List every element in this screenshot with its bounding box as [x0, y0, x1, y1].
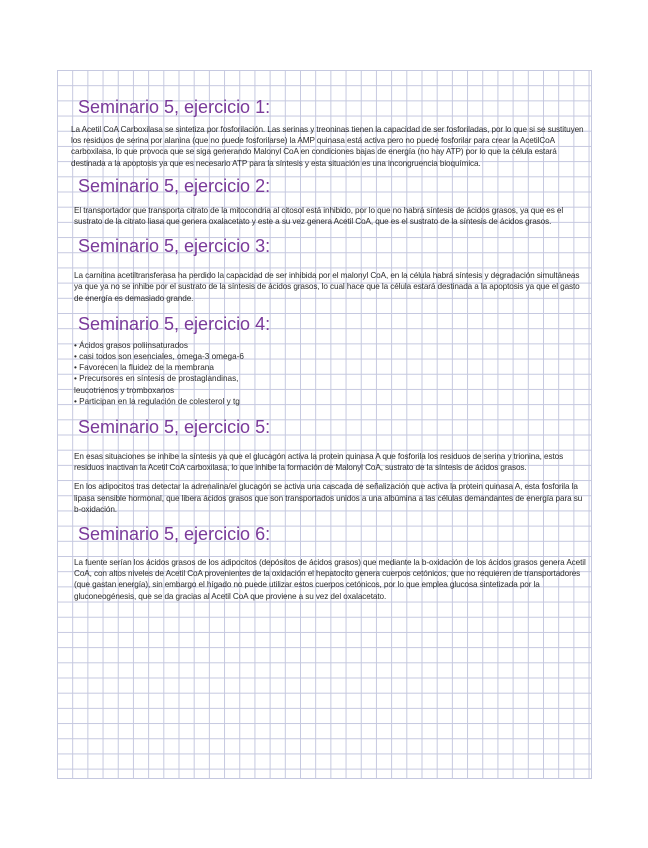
list-item-continuation: leucotrienos y tromboxanos: [74, 385, 175, 395]
section-title: Seminario 5, ejercicio 1:: [78, 97, 271, 117]
section-paragraph: La carnitina acetiltransferasa ha perdido la capacidad de ser inhibida por el malonyl CoA, en la célula habrá síntesis y degradación simultáneas ya que ya no se inhibe por el sustrato de la síntesis de ácidos grasos, lo cual hace que la célula estará destinada a la apoptosis ya que el gasto de energía es demasiado grande.: [74, 271, 580, 303]
document-content: [71, 96, 586, 602]
section-paragraph: En los adipocitos tras detectar la adrenalina/el glucagón se activa una cascada de señalización que activa la protein quinasa A, esta fosforila la lipasa sensible hormonal, que libera ácidos grasos que son transportados unidos a una albúmina a las células demandantes de energía para su b-oxidación.: [74, 482, 583, 514]
list-item: • casi todos son esenciales, omega-3 omega-6: [74, 351, 586, 362]
section-title: Seminario 5, ejercicio 6:: [78, 524, 271, 545]
section-paragraph: La Acetil CoA Carboxilasa se sintetiza por fosforilación. Las serinas y treoninas tienen la capacidad de ser fosforiladas, por lo que si se sustituyen los residuos de serina por alanina (que no puede fosforilarse) la AMP quinasa está activa pero no puede fosforilar para crear la AcetilCoA carboxilasa, lo que provoca que se siga generando Malonyl CoA en condiciones bajas de energía (no hay ATP) por lo que la célula estará destinada a la apoptosis ya que es necesario ATP para la síntesis y esta situación es una incongruencia bioquímica.: [71, 125, 584, 168]
section-ejercicio-5: [74, 416, 586, 515]
section-ejercicio-6: [74, 523, 586, 602]
bullet-list: [74, 340, 586, 407]
section-title: Seminario 5, ejercicio 2:: [78, 175, 271, 196]
section-paragraph: El transportador que transporta citrato de la mitocondria al citosol está inhibido, por lo que no habrá síntesis de ácidos grasos, ya que es el sustrato de la citrato liasa que genera oxalacetato y este a su vez genera Acetil CoA, que es el sustrato de la síntesis de ácidos grasos.: [74, 205, 564, 227]
list-item: • Ácidos grasos poliinsaturados: [74, 340, 586, 351]
section-title: Seminario 5, ejercicio 3:: [78, 236, 271, 257]
list-item: • Favorecen la fluidez de la membrana: [74, 362, 586, 373]
section-ejercicio-3: [74, 235, 586, 304]
section-paragraph: La fuente serían los ácidos grasos de los adipocitos (depósitos de ácidos grasos) que mediante la b-oxidación de los ácidos grasos genera Acetil CoA, con altos niveles de Acetil CoA provenientes de la oxidación el hepatocito genera cuerpos cetónicos, que no requieren de transportadores (que gastan energía), sin embargo el hígado no puede utilizar estos cuerpos cetónicos, por lo que emplea glucosa sintetizada por la gluconeogénesis, que se da gracias al Acetil CoA que proviene a su vez del oxalacetato.: [74, 558, 586, 601]
list-item: • Participan en la regulación de colesterol y tg: [74, 396, 586, 407]
list-item: • Precursores en síntesis de prostaglandinas,: [74, 373, 586, 384]
section-title: Seminario 5, ejercicio 4:: [78, 313, 271, 334]
section-ejercicio-2: [74, 175, 586, 227]
section-ejercicio-4: [74, 313, 586, 407]
section-title: Seminario 5, ejercicio 5:: [78, 417, 271, 438]
section-paragraph: En esas situaciones se inhibe la síntesis ya que el glucagón activa la protein quinasa A que fosforila los residuos de serina y trionina, estos residuos inactivan la Acetil CoA carboxilasa, lo que inhibe la formación de Malonyl CoA, sustrato de la síntesis de ácidos grasos.: [74, 452, 564, 473]
section-ejercicio-1: [71, 96, 586, 169]
